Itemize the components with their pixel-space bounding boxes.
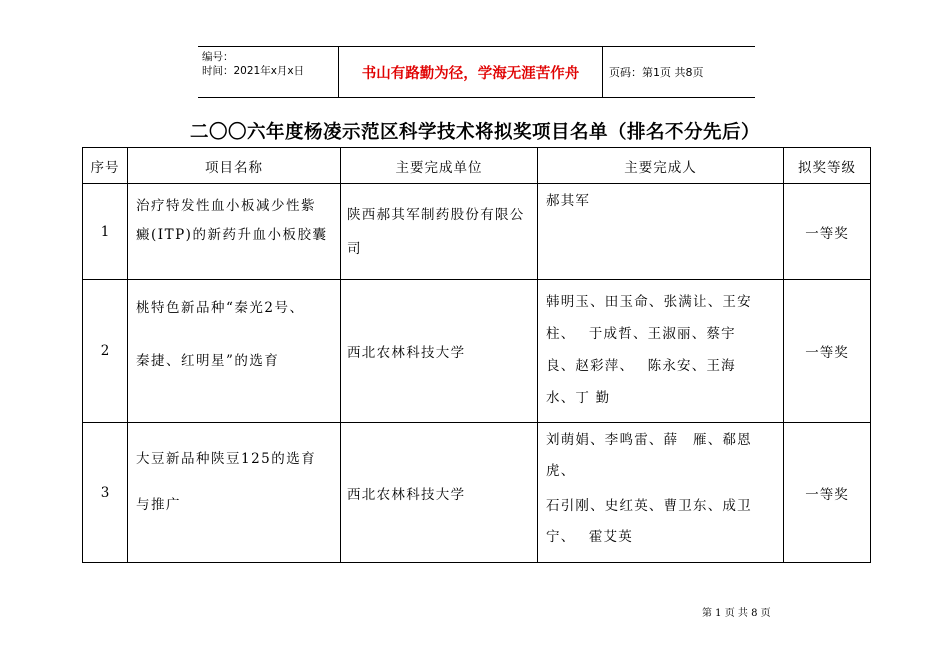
completing-people: [538, 280, 784, 423]
award-grade: 一等奖: [784, 280, 871, 423]
completing-unit: [341, 184, 538, 280]
project-name: [128, 184, 341, 280]
people-line: 良、赵彩萍、 陈永安、王海: [546, 358, 736, 374]
row-number: 3: [83, 423, 128, 563]
completing-unit: [341, 280, 538, 423]
project-line: 秦捷、红明星”的选育: [136, 353, 280, 369]
unit-line: 西北农林科技大学: [347, 486, 466, 503]
table-row: [83, 184, 871, 280]
row-number: 2: [83, 280, 128, 423]
header-meta: [198, 47, 338, 97]
time-label: 时间：2021年x月x日: [202, 65, 305, 77]
award-table: [82, 147, 871, 563]
table-row: [83, 423, 871, 563]
project-name: [128, 423, 341, 563]
column-header-people: 主要完成人: [538, 148, 784, 184]
unit-line: 司: [347, 241, 362, 257]
doc-number-label: 编号：: [202, 51, 234, 63]
people-line: 刘萌娟、李鸣雷、薛 雁、郗恩: [546, 432, 752, 448]
column-header-no: 序号: [83, 148, 128, 184]
people-line: 水、丁 勤: [546, 390, 611, 406]
header-motto: 书山有路勤为径，学海无涯苦作舟: [338, 47, 603, 97]
column-header-unit: 主要完成单位: [341, 148, 538, 184]
column-header-grade: 拟奖等级: [784, 148, 871, 184]
table-header-row: [83, 148, 871, 184]
people-line: 韩明玉、田玉命、张满让、王安: [546, 294, 752, 310]
project-line: 治疗特发性血小板减少性紫: [136, 198, 316, 214]
award-grade: 一等奖: [784, 184, 871, 280]
column-header-project: 项目名称: [128, 148, 341, 184]
row-number: 1: [83, 184, 128, 280]
page-footer: 第 1 页 共 8 页: [702, 608, 771, 619]
people-line: 柱、 于成哲、王淑丽、蔡宇: [546, 326, 736, 342]
completing-people: [538, 184, 784, 280]
completing-people: [538, 423, 784, 563]
project-line: 大豆新品种陕豆125的选育: [136, 451, 317, 467]
project-name: [128, 280, 341, 423]
project-line: 癜(ITP)的新药升血小板胶囊: [136, 227, 328, 243]
page-header: [198, 46, 755, 98]
project-line: 桃特色新品种“秦光2号、: [136, 300, 305, 316]
unit-line: 西北农林科技大学: [347, 345, 466, 361]
people-line: 虎、: [546, 463, 576, 479]
completing-unit: [341, 423, 538, 563]
people-line: 石引刚、史红英、曹卫东、成卫: [546, 498, 752, 514]
unit-line: 陕西郝其军制药股份有限公: [347, 207, 525, 223]
project-line: 与推广: [136, 497, 181, 513]
people-line: 郝其军: [546, 193, 591, 209]
table-row: [83, 280, 871, 423]
header-page-info: 页码：第1页 共8页: [609, 66, 704, 79]
document-title: 二〇〇六年度杨凌示范区科学技术将拟奖项目名单（排名不分先后）: [189, 122, 760, 143]
people-line: 宁、 霍艾英: [546, 529, 633, 545]
award-grade: 一等奖: [784, 423, 871, 563]
